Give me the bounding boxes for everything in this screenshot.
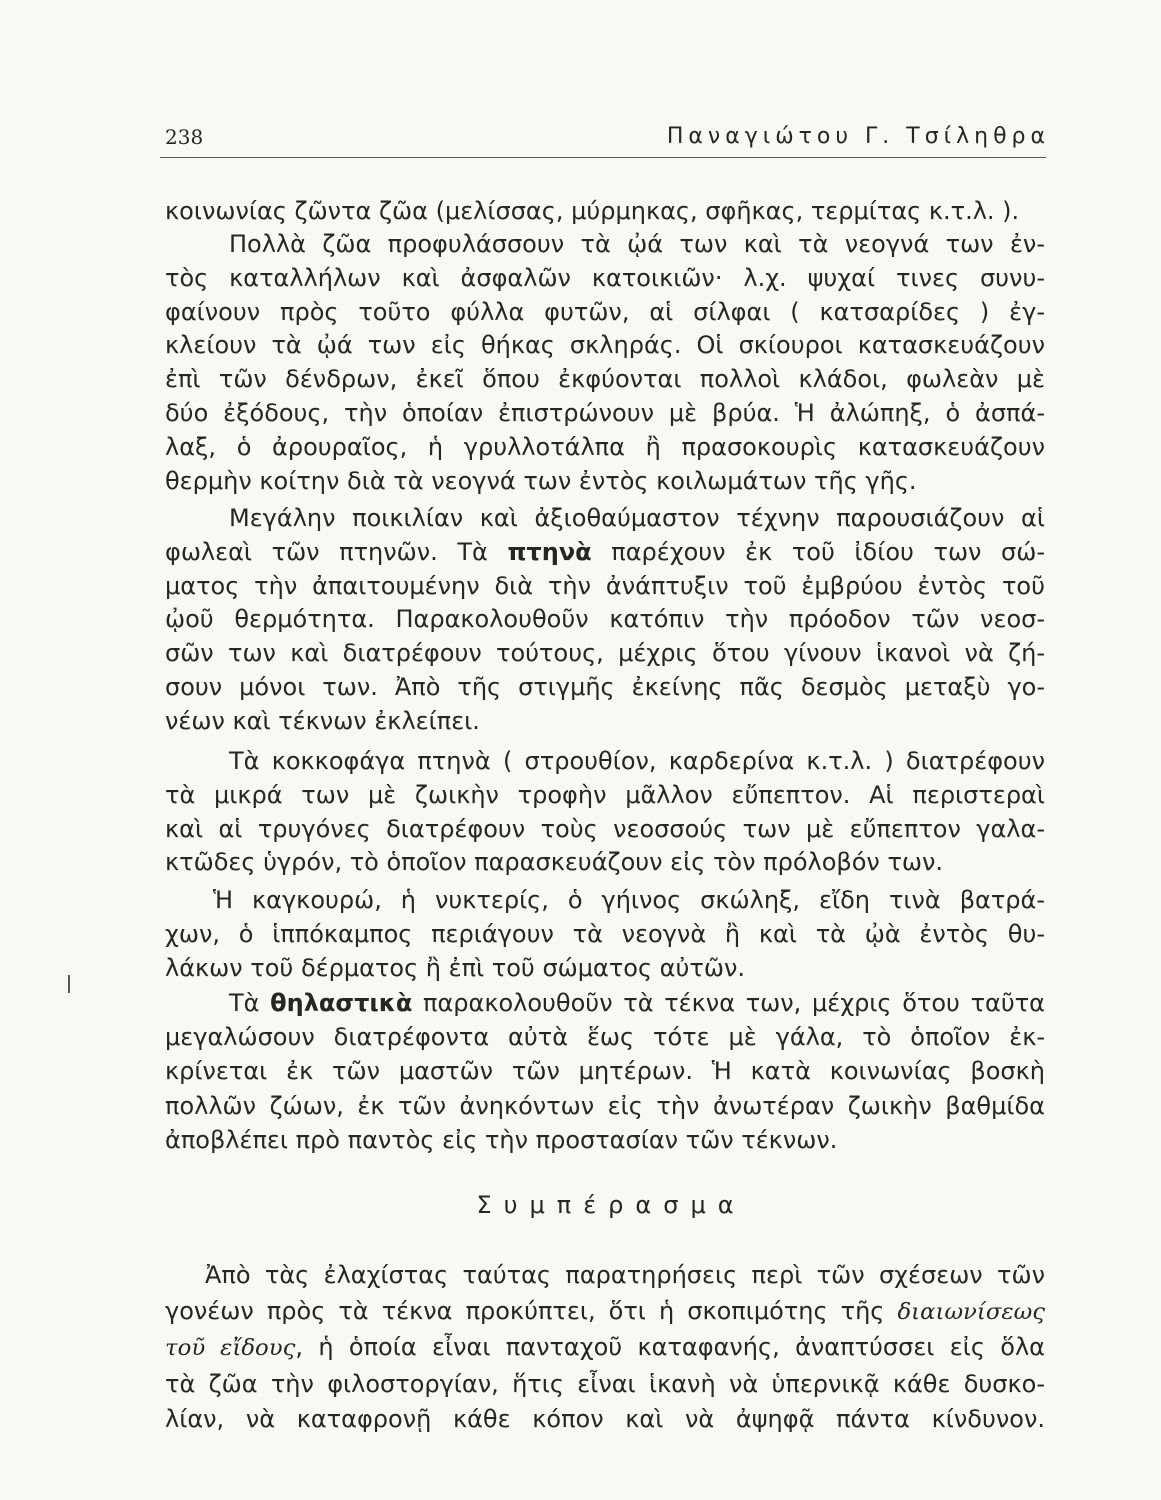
- text-line: ᾠοῦ θερμότητα. Παρακολουθοῦν κατόπιν τὴν πρόοδον τῶν νεοσ-: [165, 605, 1045, 634]
- text-run: , ἡ ὁποία εἶναι πανταχοῦ καταφανής, ἀναπτύσσει εἰς ὅλα: [295, 1333, 1045, 1361]
- bold-term: πτηνὰ: [507, 537, 592, 566]
- text-line: Ἡ καγκουρώ, ἡ νυκτερίς, ὁ γήινος σκώληξ, εἴδη τινὰ βατρά-: [213, 886, 1045, 914]
- text-line: τὸς καταλλήλων καὶ ἀσφαλῶν κατοικιῶν· λ.χ. ψυχαί τινες συνυ-: [165, 263, 1045, 292]
- text-line: ἐπὶ τῶν δένδρων, ἐκεῖ ὅπου ἐκφύονται πολλοὶ κλάδοι, φωλεὰν μὲ: [165, 365, 1045, 394]
- text-line: κρίνεται ἐκ τῶν μαστῶν τῶν μητέρων. Ἡ κατὰ κοινωνίας βοσκὴ: [165, 1057, 1045, 1086]
- conclusion-paragraph: [165, 1258, 1045, 1438]
- text-line: δύο ἐξόδους, τὴν ὁποίαν ἐπιστρώνουν μὲ βρύα. Ἡ ἀλώπηξ, ὁ ἀσπά-: [165, 398, 1045, 427]
- text-line: μεγαλώσουν διατρέφοντα αὐτὰ ἕως τότε μὲ γάλα, τὸ ὁποῖον ἐκ-: [165, 1023, 1045, 1052]
- text-line: κτῶδες ὑγρόν, τὸ ὁποῖον παρασκευάζουν εἰς τὸν πρόλοβόν των.: [165, 848, 944, 877]
- text-line: καὶ αἱ τρυγόνες διατρέφουν τοὺς νεοσσούς των μὲ εὔπεπτον γαλα-: [165, 814, 1045, 843]
- text-line: νέων καὶ τέκνων ἐκλείπει.: [165, 706, 480, 735]
- bold-term: θηλαστικὰ: [270, 989, 413, 1017]
- text-line: λαξ, ὁ ἀρουραῖος, ἡ γρυλλοτάλπα ἢ πρασοκουρὶς κατασκευάζουν: [165, 432, 1045, 461]
- paragraph-birds: [165, 502, 1045, 739]
- page-header: [165, 122, 1050, 152]
- paragraph-nests: [165, 228, 1045, 498]
- page-number: 238: [165, 125, 204, 149]
- text-line: τὰ μικρά των μὲ ζωικὴν τροφὴν μᾶλλον εὔπεπτον. Αἱ περιστεραὶ: [165, 780, 1045, 809]
- text-line: χων, ὁ ἱππόκαμπος περιάγουν τὰ νεογνὰ ἢ καὶ τὰ ᾠὰ ἐντὸς θυ-: [165, 919, 1045, 948]
- text-run: φωλεαὶ τῶν πτηνῶν. Τὰ: [165, 537, 508, 566]
- text-line: [165, 1330, 1045, 1367]
- text-run: παρέχουν ἐκ τοῦ ἰδίου των σώ-: [591, 537, 1045, 566]
- text-line: σουν μόνοι των. Ἀπὸ τῆς στιγμῆς ἐκείνης πᾶς δεσμὸς μεταξὺ γο-: [165, 672, 1045, 701]
- text-line: κλείουν τὰ ᾠά των εἰς θήκας σκληράς. Οἱ σκίουροι κατασκευάζουν: [165, 331, 1045, 360]
- paragraph-seed-eating-birds: [165, 745, 1045, 880]
- paragraph-carrying-young: [165, 884, 1045, 985]
- text-run: παρακολουθοῦν τὰ τέκνα των, μέχρις ὅτου ταῦτα: [412, 989, 1046, 1017]
- text-line: ἀποβλέπει πρὸ παντὸς εἰς τὴν προστασίαν τῶν τέκνων.: [165, 1125, 838, 1154]
- italic-phrase: τοῦ εἴδους: [165, 1335, 296, 1361]
- text-run: γονέων πρὸς τὰ τέκνα προκύπτει, ὅτι ἡ σκοπιμότης τῆς: [165, 1296, 898, 1325]
- text-line: [165, 536, 1045, 570]
- text-line: τὰ ζῶα τὴν φιλοστοργίαν, ἥτις εἶναι ἱκανὴ νὰ ὑπερνικᾷ κάθε δυσκο-: [165, 1369, 1045, 1398]
- header-rule: [160, 157, 1046, 158]
- text-line: λίαν, νὰ καταφρονῇ κάθε κόπον καὶ νὰ ἀψηφᾷ πάντα κίνδυνον.: [165, 1405, 1045, 1433]
- italic-phrase: διαιωνίσεως: [897, 1298, 1045, 1325]
- text-run: Τὰ: [229, 989, 271, 1017]
- paragraph-mammals: [165, 986, 1045, 1157]
- text-line: Μεγάλην ποικιλίαν καὶ ἀξιοθαύμαστον τέχνην παρουσιάζουν αἱ: [229, 504, 1045, 532]
- text-line: Ἀπὸ τὰς ἐλαχίστας ταύτας παρατηρήσεις περὶ τῶν σχέσεων τῶν: [205, 1261, 1045, 1289]
- paragraph-continued: [165, 195, 1045, 229]
- text-line: ματος τὴν ἀπαιτουμένην διὰ τὴν ἀνάπτυξιν τοῦ ἐμβρύου ἐντὸς τοῦ: [165, 571, 1045, 600]
- running-title: Παναγιώτου Γ. Τσίληθρα: [666, 124, 1050, 149]
- text-line: σῶν των καὶ διατρέφουν τούτους, μέχρις ὅτου γίνουν ἱκανοὶ νὰ ζή-: [165, 639, 1045, 668]
- text-line: Τὰ κοκκοφάγα πτηνὰ ( στρουθίον, καρδερίνα κ.τ.λ. ) διατρέφουν: [229, 747, 1045, 775]
- text-line: κοινωνίας ζῶντα ζῶα (μελίσσας, μύρμηκας, σφῆκας, τερμίτας κ.τ.λ. ).: [165, 197, 1020, 225]
- text-line: φαίνουν πρὸς τοῦτο φύλλα φυτῶν, αἱ σίλφαι ( κατσαρίδες ) ἐγ-: [165, 297, 1045, 326]
- scan-artifact-mark: [68, 975, 70, 993]
- text-line: θερμὴν κοίτην διὰ τὰ νεογνά των ἐντὸς κοιλωμάτων τῆς γῆς.: [165, 466, 917, 495]
- text-line: πολλῶν ζώων, ἐκ τῶν ἀνηκόντων εἰς τὴν ἀνωτέραν ζωικὴν βαθμίδα: [165, 1091, 1045, 1120]
- text-line: [165, 1294, 1045, 1331]
- text-line: λάκων τοῦ δέρματος ἢ ἐπὶ τοῦ σώματος αὐτῶν.: [165, 953, 745, 982]
- text-line: Πολλὰ ζῶα προφυλάσσουν τὰ ᾠά των καὶ τὰ νεογνά των ἐν-: [229, 230, 1045, 258]
- text-line: [165, 986, 1045, 1020]
- section-heading: Συμπέρασμα: [476, 1191, 746, 1219]
